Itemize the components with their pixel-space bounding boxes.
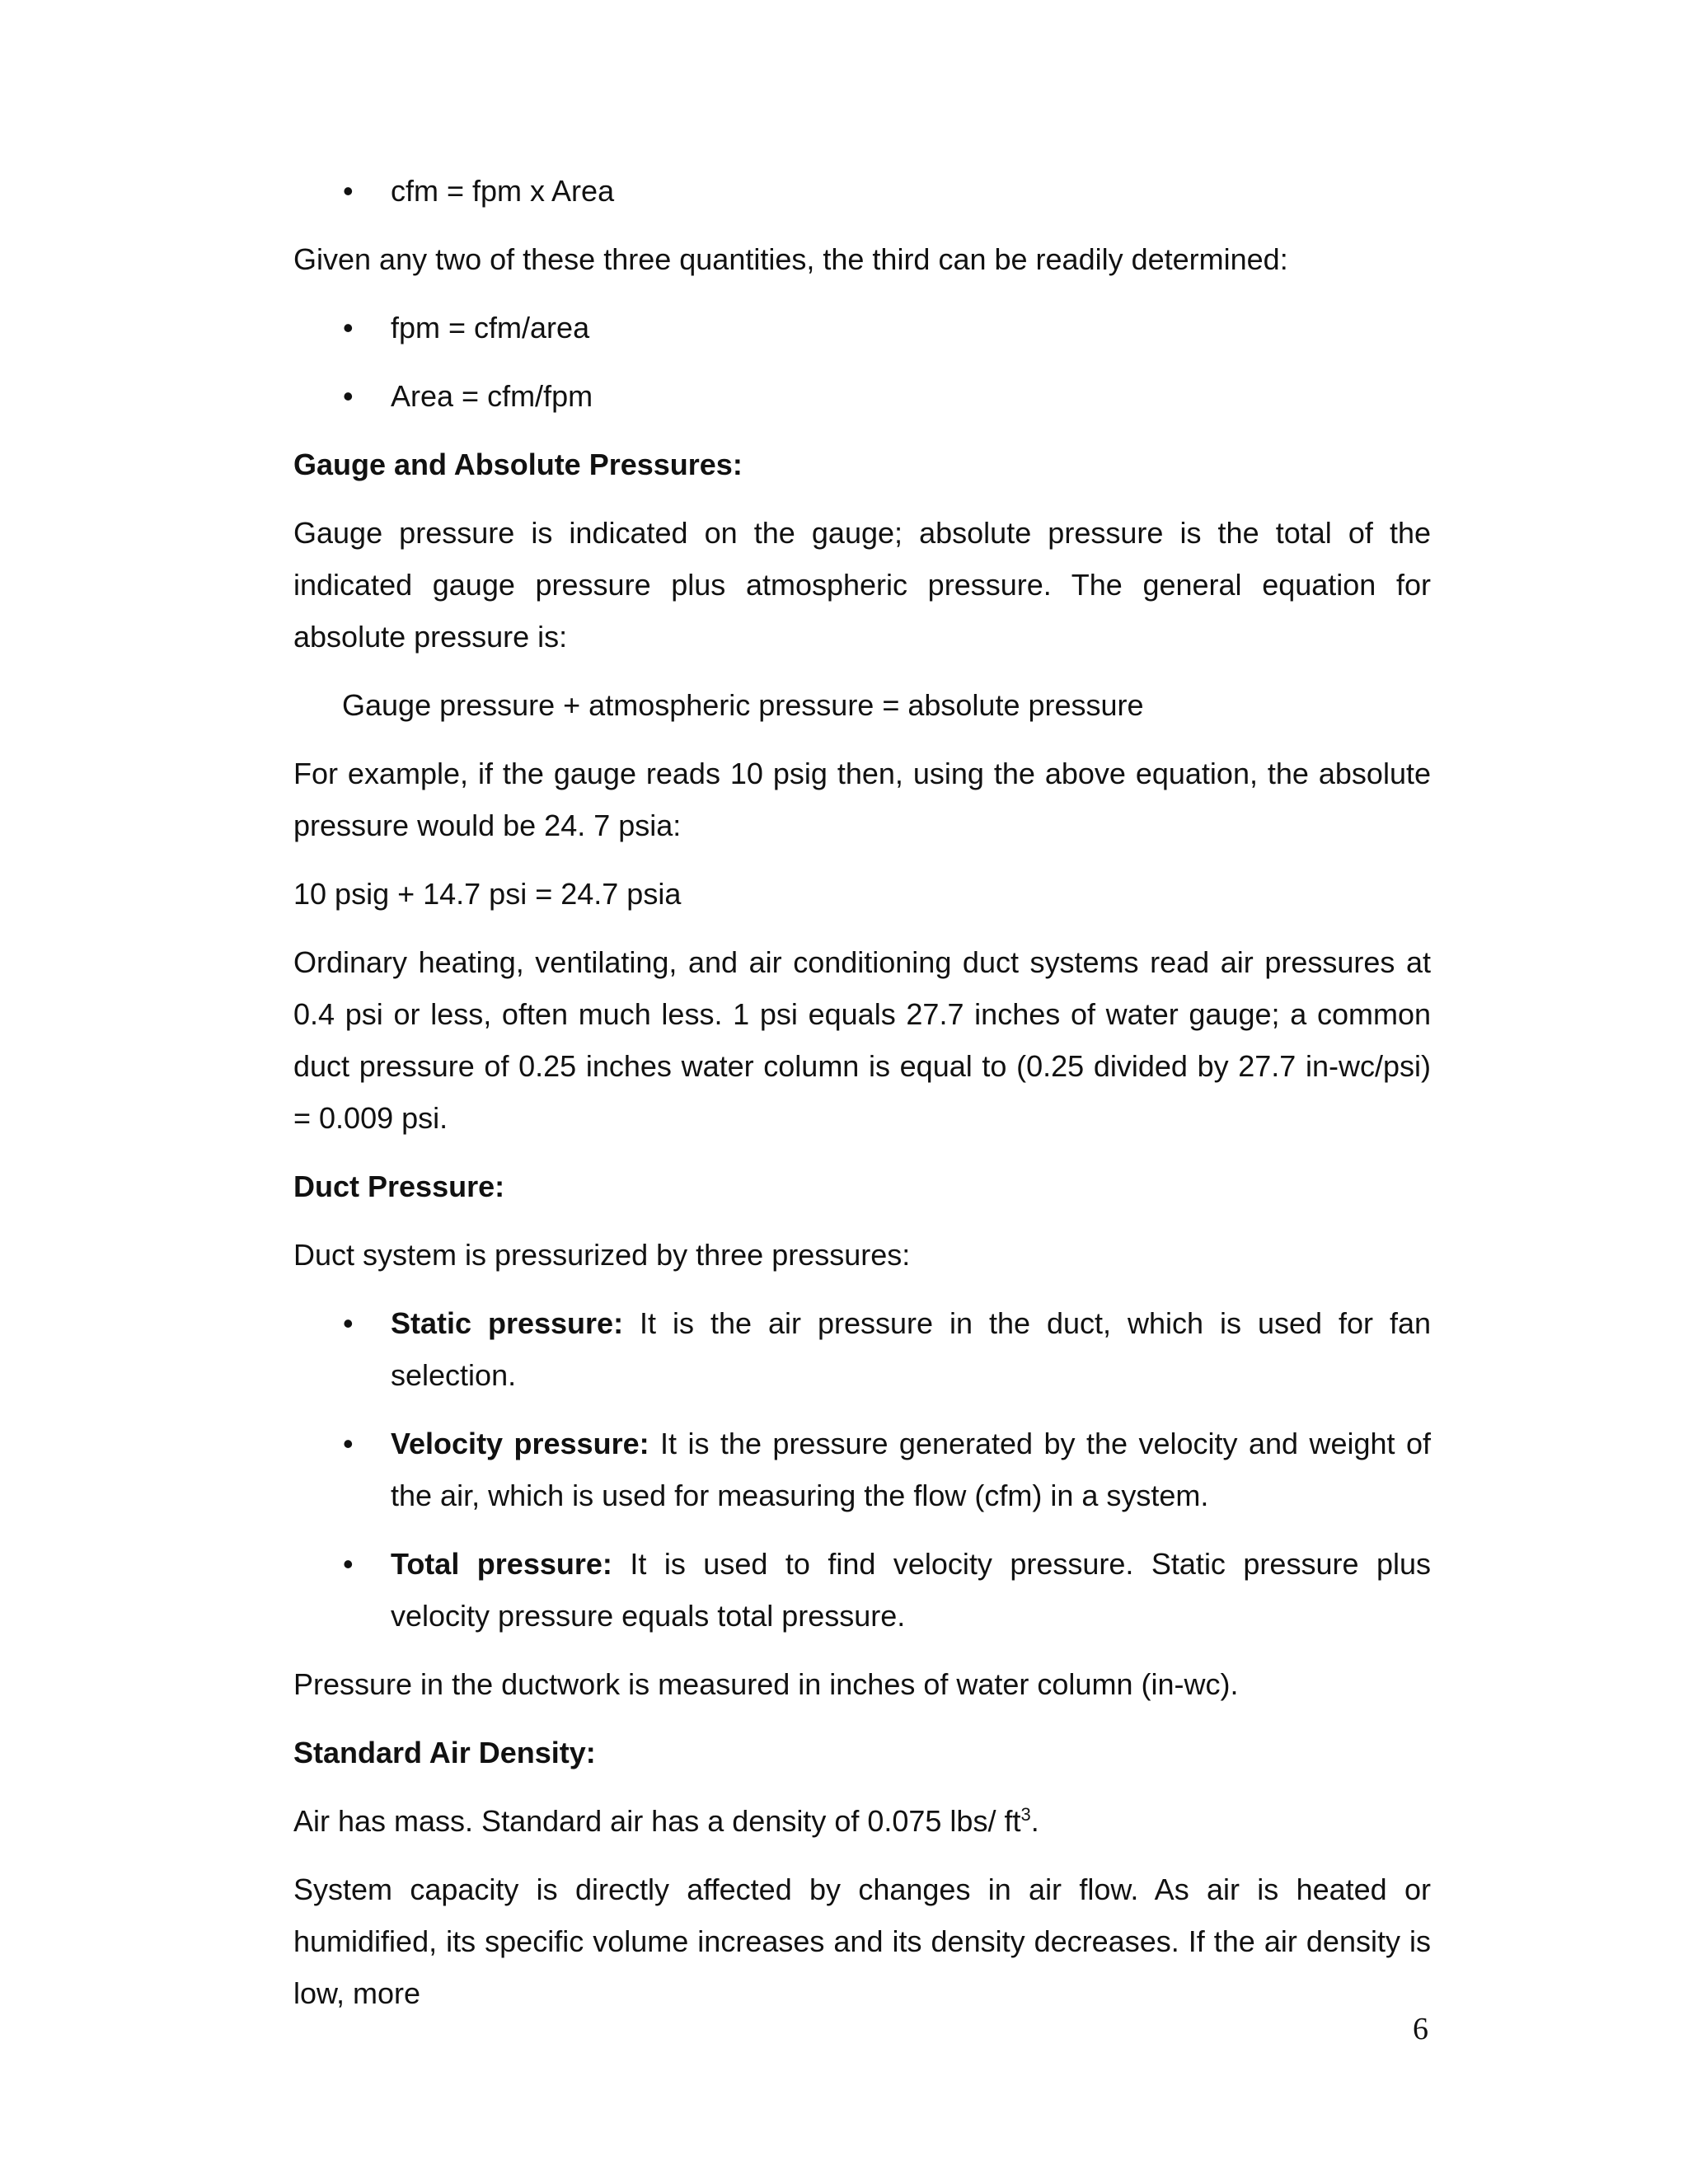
paragraph-system-capacity: System capacity is directly affected by changes in air flow. As air is heated or humidified, its specific volume increases and its density decreases. If the air density is low, more [293, 1872, 1431, 2010]
bullet-text: cfm = fpm x Area [391, 174, 615, 208]
paragraph-gauge-pressure: Gauge pressure is indicated on the gauge; absolute pressure is the total of the indicated gauge pressure plus atmospheric pressure. The general equation for absolute pressure is: [293, 516, 1431, 654]
bullet-text: It is the air pressure in the duct, which is used for fan selection. [391, 1306, 1431, 1392]
cubic-superscript: 3 [1020, 1804, 1031, 1825]
bullet-item-area-formula [293, 370, 1431, 422]
bullet-dot: • [343, 1306, 354, 1340]
bullet-text: fpm = cfm/area [391, 311, 590, 344]
bullet-item-velocity-pressure [293, 1418, 1431, 1521]
bullet-text: It is used to find velocity pressure. Static pressure plus velocity pressure equals total pressure. [391, 1547, 1431, 1633]
air-density-suffix: . [1030, 1804, 1039, 1838]
bullet-dot: • [343, 379, 354, 413]
bullet-dot: • [343, 174, 354, 208]
paragraph-air-density [293, 1795, 1431, 1847]
bullet-term: Total pressure: [391, 1547, 612, 1581]
paragraph-ordinary-duct-systems: Ordinary heating, ventilating, and air conditioning duct systems read air pressures at 0.4 psi or less, often much less. 1 psi equals 27.7 inches of water gauge; a common duct pressure of 0.25 inches water column is equal to (0.25 divided by 27.7 in-wc/psi) = 0.009 psi. [293, 945, 1431, 1135]
equation-absolute-pressure: Gauge pressure + atmospheric pressure = absolute pressure [342, 688, 1144, 722]
example-calculation: 10 psig + 14.7 psi = 24.7 psia [293, 877, 682, 911]
paragraph-ductwork-measurement: Pressure in the ductwork is measured in inches of water column (in-wc). [293, 1667, 1239, 1701]
bullet-term: Static pressure: [391, 1306, 624, 1340]
paragraph-example: For example, if the gauge reads 10 psig then, using the above equation, the absolute pressure would be 24. 7 psia: [293, 757, 1431, 842]
bullet-dot: • [343, 1427, 354, 1460]
bullet-text: It is the pressure generated by the velocity and weight of the air, which is used for measuring the flow (cfm) in a system. [391, 1427, 1431, 1512]
heading-standard-air-density: Standard Air Density: [293, 1736, 596, 1769]
bullet-item-fpm-formula [293, 302, 1431, 354]
bullet-text: Area = cfm/fpm [391, 379, 593, 413]
bullet-term: Velocity pressure: [391, 1427, 649, 1460]
heading-duct-pressure: Duct Pressure: [293, 1169, 505, 1203]
heading-gauge-absolute-pressures: Gauge and Absolute Pressures: [293, 448, 743, 481]
bullet-dot: • [343, 1547, 354, 1581]
paragraph-duct-intro: Duct system is pressurized by three pressures: [293, 1238, 911, 1272]
bullet-item-static-pressure [293, 1297, 1431, 1401]
bullet-item-total-pressure [293, 1538, 1431, 1642]
air-density-text: Air has mass. Standard air has a density of 0.075 lbs/ ft [293, 1804, 1021, 1838]
paragraph-given-two-quantities: Given any two of these three quantities, the third can be readily determined: [293, 242, 1288, 276]
bullet-item-cfm-formula [293, 165, 1431, 217]
document-page [293, 165, 1431, 2036]
page-number: 6 [1413, 2012, 1428, 2046]
bullet-dot: • [343, 311, 354, 344]
